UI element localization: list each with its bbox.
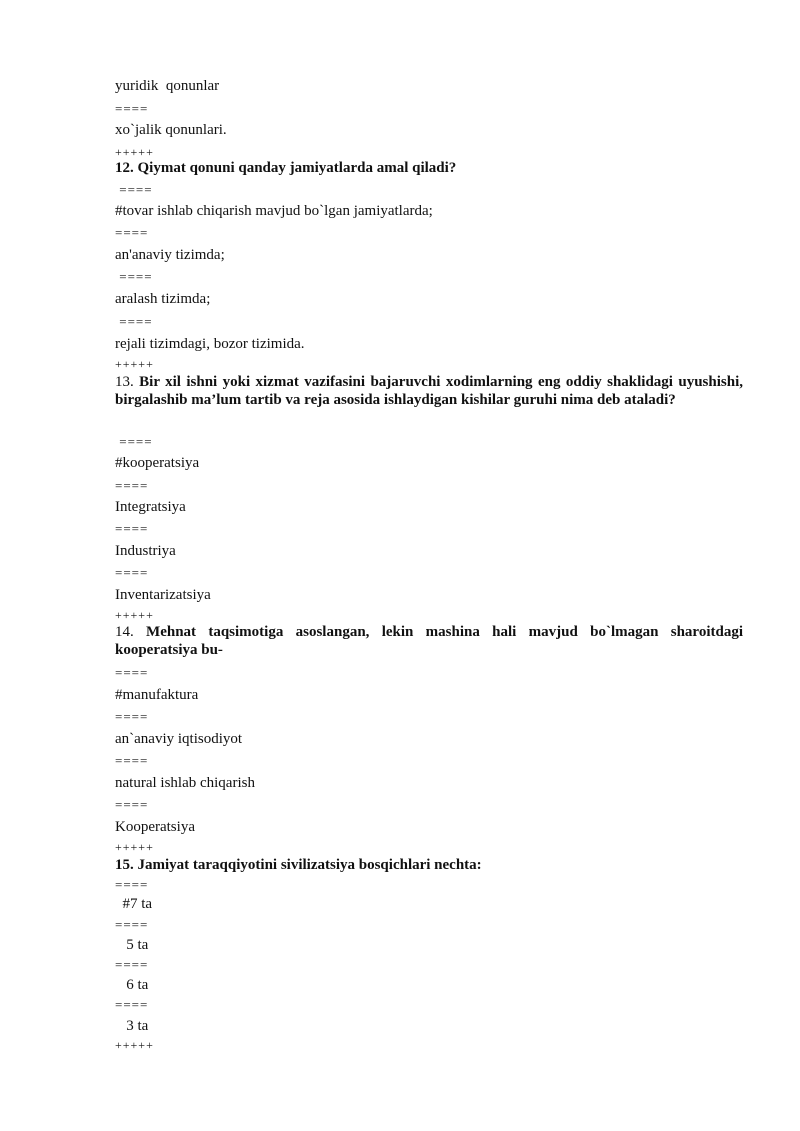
question-end-marker: +++++ (115, 357, 154, 371)
separator-line: ==== (115, 877, 149, 892)
separator-line: ==== (115, 797, 149, 812)
answer-option: 3 ta (115, 1018, 149, 1034)
answer-option: yuridik qonunlar (115, 78, 220, 94)
question-number: 14. (115, 624, 147, 640)
separator-line: ==== (115, 665, 149, 680)
question-end-marker: +++++ (115, 1038, 154, 1052)
answer-option: 6 ta (115, 977, 149, 993)
answer-option: Kooperatsiya (115, 819, 195, 835)
correct-answer-option: #kooperatsiya (115, 455, 200, 471)
separator-line: ==== (115, 917, 149, 932)
separator-line: ==== (115, 314, 153, 329)
correct-answer-option: #7 ta (115, 896, 153, 912)
answer-option: Industriya (115, 543, 176, 559)
question-text: Mehnat taqsimotiga asoslangan, lekin mashina hali mavjud bo`lmagan sharoitdagi kooperatsiya bu- (115, 624, 743, 658)
answer-option: Integratsiya (115, 499, 186, 515)
answer-option: rejali tizimdagi, bozor tizimida. (115, 336, 305, 352)
question-13 (115, 373, 743, 409)
separator-line: ==== (115, 521, 149, 536)
question-end-marker: +++++ (115, 145, 154, 159)
separator-line: ==== (115, 565, 149, 580)
answer-option: Inventarizatsiya (115, 587, 211, 603)
question-12: 12. Qiymat qonuni qanday jamiyatlarda amal qiladi? (115, 160, 457, 176)
question-end-marker: +++++ (115, 840, 154, 854)
answer-option: aralash tizimda; (115, 291, 211, 307)
correct-answer-option: #tovar ishlab chiqarish mavjud bo`lgan jamiyatlarda; (115, 203, 433, 219)
answer-option: 5 ta (115, 937, 149, 953)
question-14 (115, 623, 743, 659)
separator-line: ==== (115, 753, 149, 768)
separator-line: ==== (115, 101, 149, 116)
question-text: Bir xil ishni yoki xizmat vazifasini bajaruvchi xodimlarning eng oddiy shaklidagi uyushishi, birgalashib ma’lum tartib va reja asosida ishlaydigan kishilar guruhi nima deb ataladi? (115, 374, 743, 408)
question-15: 15. Jamiyat taraqqiyotini sivilizatsiya bosqichlari nechta: (115, 857, 482, 873)
answer-option: natural ishlab chiqarish (115, 775, 255, 791)
separator-line: ==== (115, 957, 149, 972)
separator-line: ==== (115, 269, 153, 284)
separator-line: ==== (115, 478, 149, 493)
answer-option: an'anaviy tizimda; (115, 247, 225, 263)
answer-option: an`anaviy iqtisodiyot (115, 731, 243, 747)
question-end-marker: +++++ (115, 608, 154, 622)
separator-line: ==== (115, 997, 149, 1012)
separator-line: ==== (115, 225, 149, 240)
answer-option: xo`jalik qonunlari. (115, 122, 227, 138)
separator-line: ==== (115, 709, 149, 724)
separator-line: ==== (115, 434, 153, 449)
correct-answer-option: #manufaktura (115, 687, 199, 703)
question-number: 13. (115, 374, 140, 390)
separator-line: ==== (115, 182, 153, 197)
